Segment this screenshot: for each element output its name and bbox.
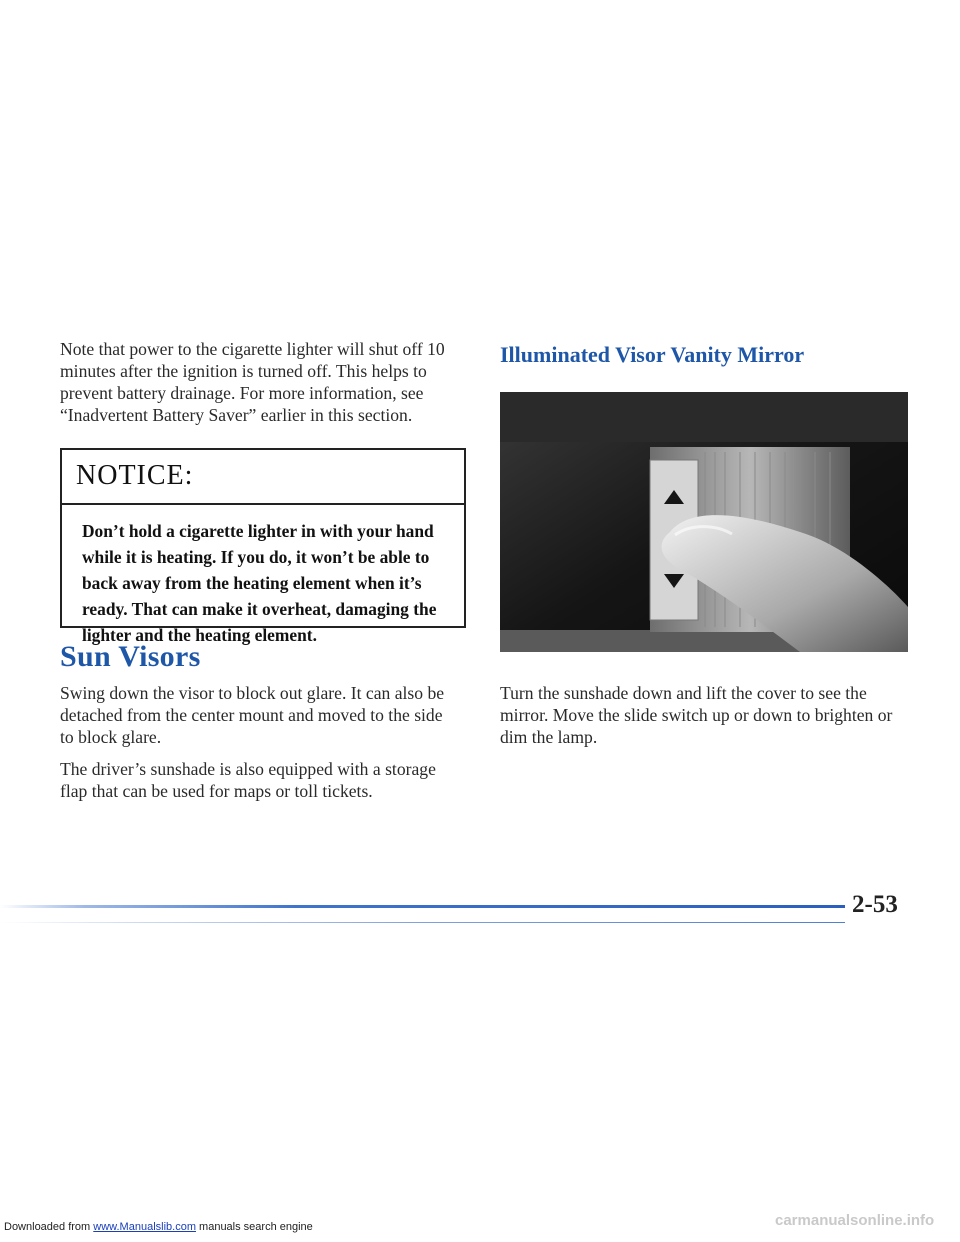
left-column [60, 338, 470, 426]
vanity-mirror-paragraph: Turn the sunshade down and lift the cover to see the mirror. Move the slide switch up or down to brighten or dim the lamp. [500, 683, 893, 747]
sun-visors-heading: Sun Visors [60, 640, 201, 673]
notice-title: NOTICE: [62, 450, 464, 505]
manualslib-link[interactable]: www.Manualslib.com [93, 1221, 196, 1233]
footer-rule [0, 905, 845, 908]
sun-visors-paragraph-2: The driver’s sunshade is also equipped with a storage flap that can be used for maps or toll tickets. [60, 759, 436, 801]
footer-prefix: Downloaded from [4, 1221, 91, 1233]
page-number: 2-53 [852, 891, 898, 918]
footer-rule-thin [0, 922, 845, 923]
sun-visors-paragraph-1: Swing down the visor to block out glare. It can also be detached from the center mount and moved to the side to block glare. [60, 683, 445, 747]
notice-body: Don’t hold a cigarette lighter in with your hand while it is heating. If you do, it won’t be able to back away from the heating element when it’s ready. That can make it overheat, damaging the lighter and the heating element. [82, 521, 437, 645]
notice-box [60, 448, 466, 645]
visor-mirror-slide-switch-photo [500, 392, 908, 652]
intro-paragraph: Note that power to the cigarette lighter will shut off 10 minutes after the ignition is turned off. This helps to prevent battery drainage. For more information, see “Inadvertent Battery Saver” earlier in this section. [60, 339, 445, 425]
footer-suffix: manuals search engine [195, 1221, 313, 1233]
sun-visors-section [60, 682, 460, 802]
watermark-text: carmanualsonline.info [775, 1212, 935, 1229]
vanity-mirror-heading: Illuminated Visor Vanity Mirror [500, 342, 805, 367]
download-footer [4, 1221, 313, 1233]
